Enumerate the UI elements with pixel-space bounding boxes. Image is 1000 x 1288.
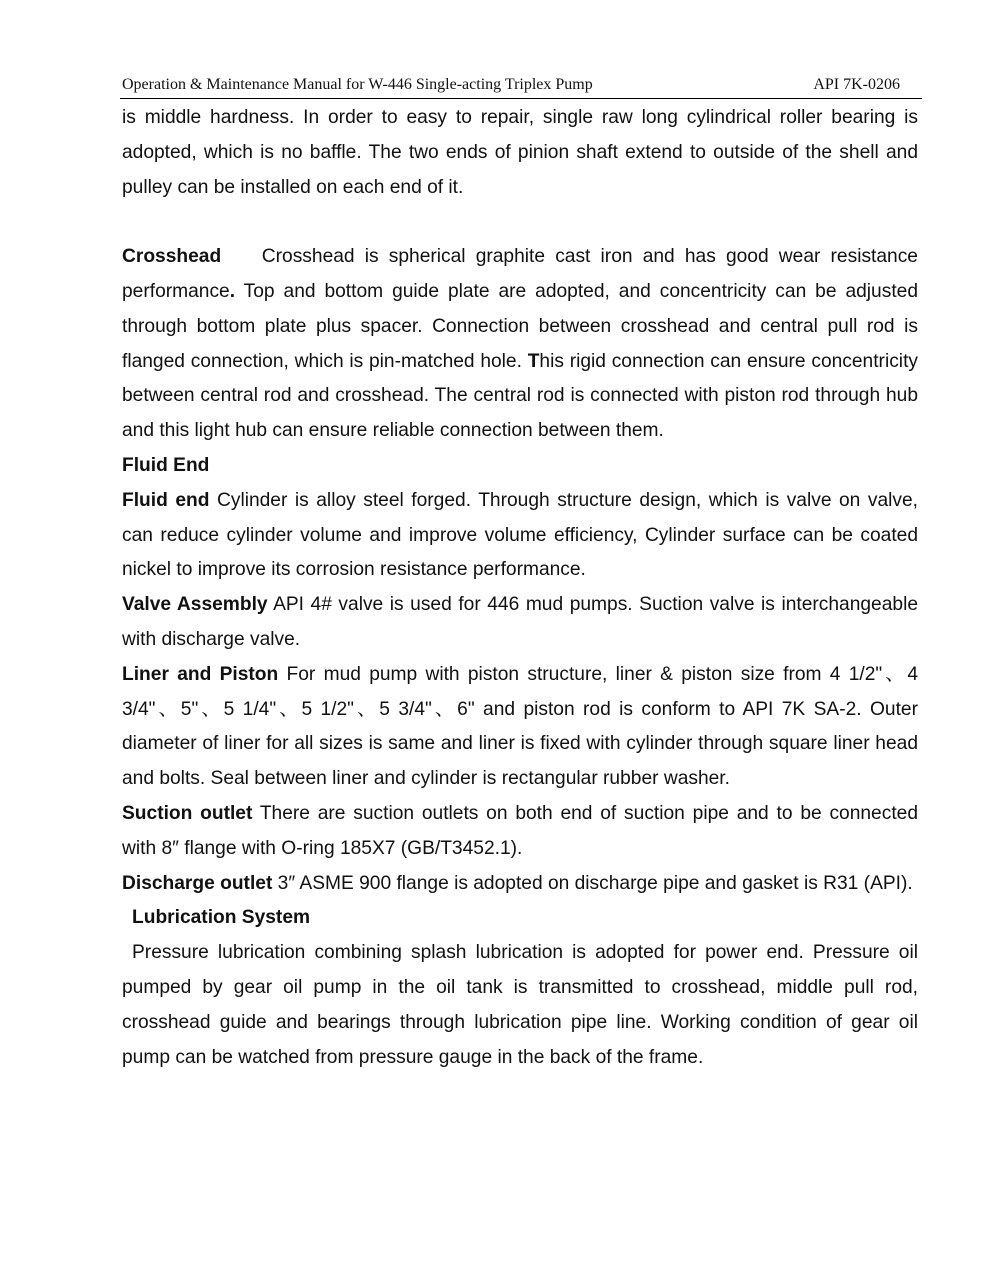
manual-body (122, 101, 918, 1075)
paragraph-spacer (122, 205, 918, 240)
crosshead-text-b: Top and bottom guide plate are adopted, and concentricity can be adjusted through bottom plate plus spacer. Connection between crosshead and central pull rod is flanged connection, which is pin-matched hole. (122, 280, 918, 372)
header-title: Operation & Maintenance Manual for W-446 Single-acting Triplex Pump (122, 76, 593, 93)
liner-piston-text: For mud pump with piston structure, liner & piston size from 4 1/2"、4 3/4"、5"、5 1/4"、5 1/2"、5 3/4"、6" and piston rod is conform to API 7K SA-2. Outer diameter of liner for all sizes is same and liner is fixed with cylinder through square liner head and bolts. Seal between liner and cylinder is rectangular rubber washer. (122, 663, 918, 790)
discharge-outlet-text: 3″ ASME 900 flange is adopted on discharge pipe and gasket is R31 (API). (272, 872, 913, 894)
lubrication-heading: Lubrication System (132, 907, 311, 929)
header-code: API 7K-0206 (813, 76, 900, 93)
liner-piston-paragraph (122, 658, 918, 797)
fluid-end-text: Cylinder is alloy steel forged. Through structure design, which is valve on valve, can reduce cylinder volume and improve volume efficiency, Cylinder surface can be coated nickel to improve its corrosion resistance performance. (122, 489, 918, 581)
fluid-end-paragraph (122, 484, 918, 588)
crosshead-text-c: his rigid connection can ensure concentricity between central rod and crosshead. The central rod is connected with piston rod through hub and this light hub can ensure reliable connection between them. (122, 350, 918, 442)
fluid-end-title: Fluid end (122, 489, 210, 511)
intro-paragraph: is middle hardness. In order to easy to repair, single raw long cylindrical roller bearing is adopted, which is no baffle. The two ends of pinion shaft extend to outside of the shell and pulley can be installed on each end of it. (122, 107, 918, 198)
discharge-outlet-title: Discharge outlet (122, 872, 273, 894)
page-header (120, 74, 922, 99)
suction-outlet-paragraph (122, 797, 918, 867)
suction-outlet-text: There are suction outlets on both end of suction pipe and to be connected with 8″ flange with O-ring 185X7 (GB/T3452.1). (122, 802, 918, 859)
crosshead-text-a: Crosshead is spherical graphite cast iron and has good wear resistance performance (122, 246, 918, 302)
fluid-end-heading: Fluid End (122, 454, 210, 476)
discharge-outlet-paragraph (122, 867, 918, 902)
lubrication-text: Pressure lubrication combining splash lubrication is adopted for power end. Pressure oil pumped by gear oil pump in the oil tank is transmitted to crosshead, middle pull rod, crosshead guide and bearings through lubrication pipe line. Working condition of gear oil pump can be watched from pressure gauge in the back of the frame. (122, 942, 918, 1068)
suction-outlet-title: Suction outlet (122, 802, 253, 824)
crosshead-title: Crosshead (122, 246, 222, 268)
crosshead-paragraph (122, 240, 918, 449)
valve-assembly-paragraph (122, 588, 918, 658)
valve-assembly-text: API 4# valve is used for 446 mud pumps. Suction valve is interchangeable with discharge valve. (122, 594, 918, 650)
crosshead-period: . (229, 280, 236, 302)
valve-assembly-title: Valve Assembly (122, 594, 268, 616)
crosshead-bold-t: T (527, 350, 540, 372)
lubrication-paragraph (122, 936, 918, 1075)
liner-piston-title: Liner and Piston (122, 663, 279, 685)
